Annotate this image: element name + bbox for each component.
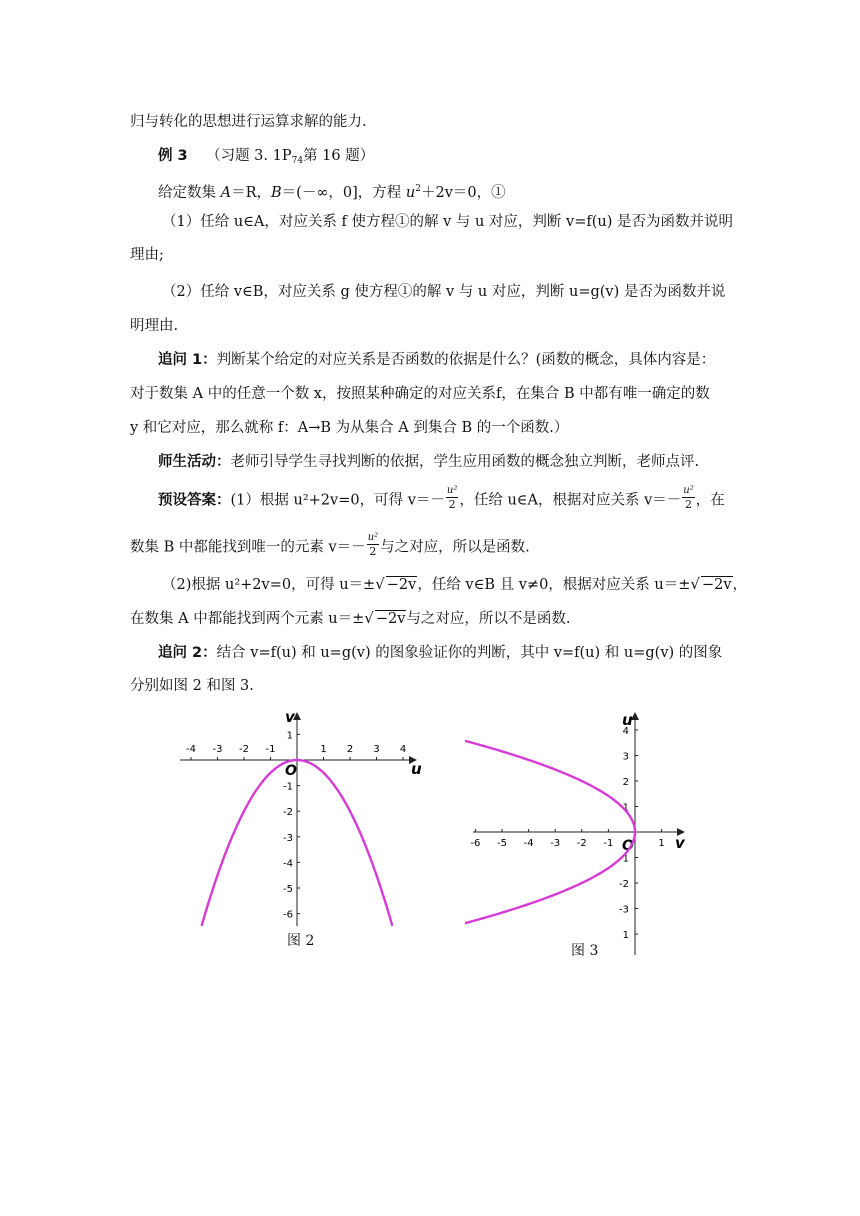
x-axis-label: v [675, 834, 685, 852]
question-1-line-b: 理由; [130, 247, 164, 263]
followup-1-line-a: 追问 1：判断某个给定的对应关系是否函数的依据是什么？(函数的概念，具体内容是： [158, 352, 716, 368]
example-label: 例 3 [158, 148, 188, 164]
followup-1-line-c: y 和它对应，那么就称 f：A→B 为从集合 A 到集合 B 的一个函数.） [130, 420, 569, 436]
y-tick-label: -4 [283, 858, 293, 870]
figure-3-caption: 图 3 [571, 943, 599, 959]
x-tick-label: -4 [186, 744, 196, 755]
x-axis-label: u [411, 760, 422, 778]
y-tick-label: 1 [286, 730, 293, 742]
y-tick-label: -2 [619, 879, 629, 890]
given-line: 给定数集 A＝R，B＝(－∞，0]，方程 $u^2+2v=0$，① [158, 184, 506, 201]
x-tick-label: 1 [320, 744, 327, 755]
x-tick-label: -2 [576, 838, 587, 849]
y-tick-label: -6 [283, 909, 293, 921]
x-tick-label: 3 [373, 744, 380, 755]
answer-2-line-a: （2)根据 u²+2v=0，可得 u＝±√ −2v，任给 v∈B 且 v≠0，根据对应关系 u＝±√ −2v， [162, 575, 748, 593]
followup-1-line-b: 对于数集 A 中的任意一个数 x，按照某种确定的对应关系f，在集合 B 中都有唯一确定的数 [130, 386, 710, 402]
y-axis-label: v [285, 708, 295, 726]
followup-1-label: 追问 1： [158, 352, 217, 368]
y-tick-label: -5 [283, 884, 293, 895]
answer-2-line-b: 在数集 A 中都能找到两个元素 u＝±√ −2v与之对应，所以不是函数. [130, 609, 571, 627]
x-tick-label: -1 [603, 838, 614, 849]
example-heading [158, 146, 374, 171]
x-tick-label: 4 [399, 744, 407, 755]
y-tick-label: 1 [622, 802, 629, 814]
answer-1-line-a: 预设答案：(1）根据 u²+2v=0，可得 v＝－ $\frac{\text{u²}}{2}$ ，任给 u∈A，根据对应关系 v＝－ $\frac{\text{u²}}{2}$ ，在 [158, 485, 725, 511]
figure-2-graph [175, 708, 435, 933]
question-2-line-a: （2）任给 v∈B，对应关系 g 使方程①的解 v 与 u 对应，判断 u=g(v) 是否为函数并说 [162, 284, 726, 300]
answer-label: 预设答案： [158, 492, 231, 509]
origin-label: O [622, 838, 634, 854]
x-tick-label: -3 [550, 838, 561, 849]
y-tick-label: -2 [283, 807, 293, 819]
origin-label: O [285, 763, 297, 779]
x-tick-label: -4 [523, 838, 534, 849]
example-source: （习题 3. $1P_{74}$第 16 题） [206, 148, 375, 166]
answer-1-line-b: 数集 B 中都能找到唯一的元素 v＝－ $\frac{\text{u²}}{2}$ 与之对应，所以是函数. [130, 532, 530, 558]
y-tick-label: -1 [619, 853, 629, 865]
text-line-1: 归与转化的思想进行运算求解的能力. [130, 114, 367, 130]
fraction: $\frac{\text{u²}}{2}$ [683, 485, 694, 511]
x-tick-label: -2 [239, 744, 249, 755]
y-tick-label: 4 [622, 726, 629, 737]
activity-label: 师生活动： [158, 454, 231, 470]
y-tick-label: -3 [619, 904, 629, 916]
y-axis-label: u [622, 711, 633, 729]
x-tick-label: 2 [346, 744, 354, 755]
followup-2-line-b: 分别如图 2 和图 3. [130, 678, 254, 694]
figure-3-graph [465, 710, 695, 960]
x-tick-label: -6 [470, 838, 481, 849]
y-tick-label: -3 [283, 832, 293, 844]
y-tick-label: 1 [622, 930, 629, 941]
y-tick-label: 2 [622, 777, 629, 788]
y-tick-label: 3 [622, 751, 629, 763]
x-tick-label: -1 [265, 744, 276, 755]
x-tick-label: 1 [658, 838, 665, 849]
question-2-line-b: 明理由. [130, 318, 179, 334]
x-tick-label: -3 [212, 744, 223, 755]
activity-line: 师生活动：老师引导学生寻找判断的依据，学生应用函数的概念独立判断，老师点评. [158, 454, 700, 470]
y-tick-label: -1 [283, 781, 293, 793]
x-tick-label: -5 [497, 838, 507, 849]
figure-2-caption: 图 2 [287, 933, 315, 949]
question-1-line-a: （1）任给 u∈A，对应关系 f 使方程①的解 v 与 u 对应，判断 v=f(u) 是否为函数并说明 [162, 214, 734, 230]
followup-2-line-a: 追问 2：结合 v=f(u) 和 u=g(v) 的图象验证你的判断，其中 v=f(u) 和 u=g(v) 的图象 [158, 645, 723, 661]
followup-2-label: 追问 2： [158, 645, 217, 661]
fraction: $\frac{\text{u²}}{2}$ [367, 532, 379, 558]
fraction: $\frac{\text{u²}}{2}$ [446, 485, 458, 511]
